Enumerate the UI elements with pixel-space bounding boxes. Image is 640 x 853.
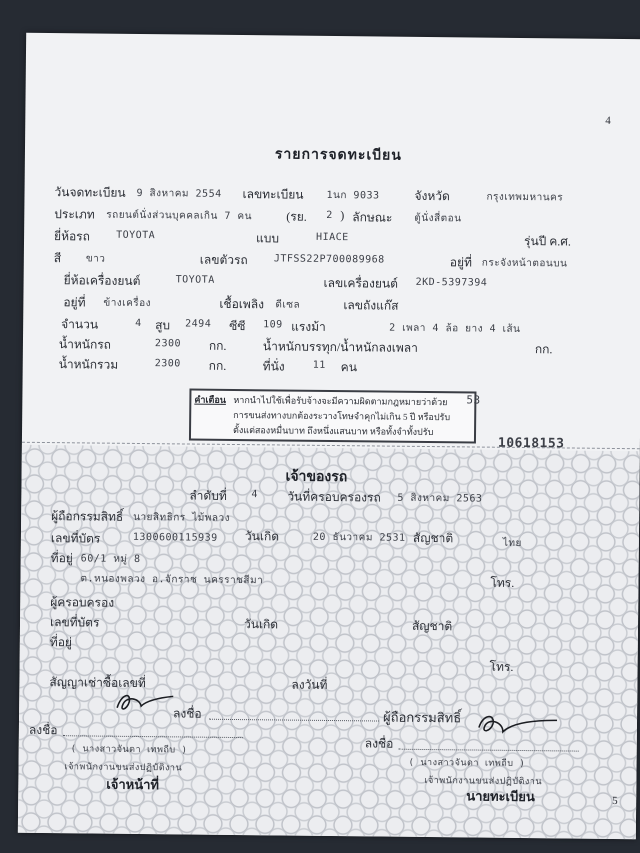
owner-label: ผู้ถือกรรมสิทธิ์ bbox=[51, 509, 124, 524]
possession-date-label: วันที่ครอบครองรถ bbox=[287, 489, 381, 505]
owner-name: นายสิทธิกร ไม้พลวง bbox=[133, 511, 231, 524]
order-value: 4 bbox=[251, 489, 258, 501]
style-label: ลักษณะ bbox=[352, 210, 393, 225]
id-card-value: 1300600115939 bbox=[132, 531, 218, 544]
plate-value: 1นก 9033 bbox=[326, 189, 380, 202]
officer-role: เจ้าพนักงานขนส่งปฏิบัติงาน bbox=[64, 762, 183, 774]
registrar-role: เจ้าพนักงานขนส่งปฏิบัติงาน bbox=[424, 775, 543, 788]
province-value: กรุงเทพมหานคร bbox=[486, 191, 564, 204]
plate-label: เลขทะเบียน bbox=[242, 187, 304, 202]
class-value: 2 bbox=[326, 209, 333, 222]
load-label: น้ำหนักบรรทุก/น้ำหนักลงเพลา bbox=[262, 339, 418, 355]
weight-label: น้ำหนักรถ bbox=[58, 337, 112, 352]
hp-value: 109 bbox=[263, 319, 283, 331]
nationality-label: สัญชาติ bbox=[412, 530, 454, 546]
page-number-bottom: 5 bbox=[612, 794, 618, 808]
holder-phone-label: โทร. bbox=[489, 659, 514, 674]
cylinder-unit: สูบ bbox=[155, 318, 171, 333]
page-number-top: 4 bbox=[605, 114, 611, 127]
warning-line-1: หากนำไปใช้เพื่อรับจ้างจะมีความผิดตามกฎหมายว่าด้วย bbox=[233, 394, 448, 408]
nationality-value: ไทย bbox=[502, 537, 522, 550]
reg-date-label: วันจดทะเบียน bbox=[54, 185, 126, 200]
brand-label: ยี่ห้อรถ bbox=[54, 229, 91, 244]
chassis-label: เลขตัวรถ bbox=[199, 252, 248, 268]
load-unit: กก. bbox=[534, 342, 553, 357]
birth-date-value: 20 ธันวาคม 2531 bbox=[312, 531, 406, 544]
holder-nationality-label: สัญชาติ bbox=[411, 618, 453, 634]
engine-number-value: 2KD-5397394 bbox=[415, 276, 488, 289]
engine-number-label: เลขเครื่องยนต์ bbox=[323, 275, 399, 291]
officer-sign-label: ลงชื่อ bbox=[28, 722, 58, 738]
class-suffix: ) bbox=[340, 208, 345, 223]
birth-date-label: วันเกิด bbox=[244, 529, 280, 544]
class-prefix: (รย. bbox=[286, 209, 307, 224]
fuel-label: เชื้อเพลิง bbox=[219, 296, 265, 312]
owner-sign-title: ผู้ถือกรรมสิทธิ์ bbox=[382, 709, 462, 726]
registrar-name: ( นางสาวจันดา เทพถีบ ) bbox=[408, 757, 526, 770]
address-line-2: ต.หนองพลวง อ.จักราช นครราชสีมา bbox=[80, 573, 264, 587]
cc-unit: ซีซี bbox=[229, 318, 246, 334]
gross-weight-unit: กก. bbox=[208, 358, 227, 373]
owner-sign-line bbox=[209, 719, 379, 722]
type-label: ประเภท bbox=[54, 207, 95, 222]
document-title: รายการจดทะเบียน bbox=[274, 147, 402, 164]
engine-brand-value: TOYOTA bbox=[175, 274, 215, 286]
seat-label: ที่นั่ง bbox=[262, 359, 285, 374]
engine-brand-label: ยี่ห้อเครื่องยนต์ bbox=[63, 273, 141, 288]
color-value: ขาว bbox=[85, 253, 106, 265]
province-label: จังหวัด bbox=[414, 188, 450, 204]
holder-label: ผู้ครอบครอง bbox=[50, 595, 115, 610]
owner-sign-label: ลงชื่อ bbox=[173, 706, 202, 721]
address-label: ที่อยู่ bbox=[50, 551, 73, 566]
warning-line-2: การขนส่งทางบกต้องระวางโทษจำคุกไม่เกิน 5 ปี หรือปรับ bbox=[233, 409, 451, 423]
officer-title: เจ้าหน้าที่ bbox=[106, 776, 160, 793]
owner-section bbox=[18, 445, 640, 839]
registration-document bbox=[18, 33, 640, 839]
holder-birth-date-label: วันเกิด bbox=[243, 617, 279, 632]
chassis-location-label: อยู่ที่ bbox=[449, 255, 473, 270]
id-card-label: เลขที่บัตร bbox=[50, 531, 101, 546]
gross-weight-label: น้ำหนักรวม bbox=[58, 357, 119, 372]
registrar-sign-label: ลงชื่อ bbox=[364, 736, 394, 751]
warning-label: คำเตือน bbox=[194, 394, 226, 405]
weight-unit: กก. bbox=[208, 338, 227, 353]
model-label: แบบ bbox=[255, 231, 280, 246]
order-label: ลำดับที่ bbox=[189, 488, 227, 503]
lease-contract-label: สัญญาเช่าซื้อเลขที่ bbox=[49, 675, 146, 691]
seat-value: 11 bbox=[312, 359, 326, 371]
engine-location-value: ข้างเครื่อง bbox=[103, 297, 152, 310]
registrar-title: นายทะเบียน bbox=[466, 788, 535, 805]
registration-section bbox=[22, 33, 640, 451]
registrar-signature bbox=[473, 708, 563, 745]
gross-weight-value: 2300 bbox=[154, 358, 181, 370]
warning-box bbox=[189, 389, 477, 444]
officer-name: ( นางสาวจันดา เทพถีบ ) bbox=[70, 744, 188, 756]
owner-heading: เจ้าของรถ bbox=[285, 469, 348, 486]
lease-date-label: ลงวันที่ bbox=[291, 677, 328, 692]
possession-date-value: 5 สิงหาคม 2563 bbox=[397, 492, 483, 505]
weight-value: 2300 bbox=[154, 338, 182, 350]
type-value: รถยนต์นั่งส่วนบุคคลเกิน 7 คน bbox=[106, 209, 252, 223]
officer-signature bbox=[111, 686, 181, 723]
reg-date-value: 9 สิงหาคม 2554 bbox=[136, 187, 222, 200]
hp-unit: แรงม้า bbox=[291, 319, 326, 334]
engine-location-label: อยู่ที่ bbox=[63, 295, 86, 310]
chassis-value: JTFSS22P700089968 bbox=[273, 253, 385, 266]
registrar-sign-line bbox=[399, 749, 579, 752]
warning-line-3: ตั้งแต่สองหมื่นบาท ถึงหนึ่งแสนบาท หรือทั้งจำทั้งปรับ bbox=[233, 424, 434, 438]
address-line-1: 60/1 หมู่ 8 bbox=[80, 553, 141, 566]
cylinder-value: 4 bbox=[135, 317, 142, 330]
fuel-value: ดีเซล bbox=[275, 299, 301, 311]
holder-address-label: ที่อยู่ bbox=[49, 635, 73, 650]
color-label: สี bbox=[53, 251, 62, 266]
holder-id-label: เลขที่บัตร bbox=[49, 615, 100, 630]
model-value: HIACE bbox=[316, 231, 349, 244]
brand-value: TOYOTA bbox=[116, 229, 156, 242]
axle-value: 2 เพลา 4 ล้อ ยาง 4 เส้น bbox=[389, 322, 521, 335]
year-label: รุ่นปี ค.ศ. bbox=[523, 234, 572, 249]
cylinder-label: จำนวน bbox=[61, 317, 99, 332]
seat-unit: คน bbox=[340, 360, 358, 375]
officer-sign-line bbox=[63, 735, 243, 738]
overprint-number: 53 bbox=[466, 393, 481, 407]
gas-tank-label: เลขถังแก๊ส bbox=[343, 298, 399, 313]
chassis-location-value: กระจังหน้าตอนบน bbox=[481, 257, 568, 270]
style-value: ตู้นั่งสี่ตอน bbox=[414, 212, 462, 225]
phone-label: โทร. bbox=[490, 575, 515, 590]
cc-value: 2494 bbox=[185, 318, 212, 330]
serial-number: 10618153 bbox=[497, 435, 565, 452]
